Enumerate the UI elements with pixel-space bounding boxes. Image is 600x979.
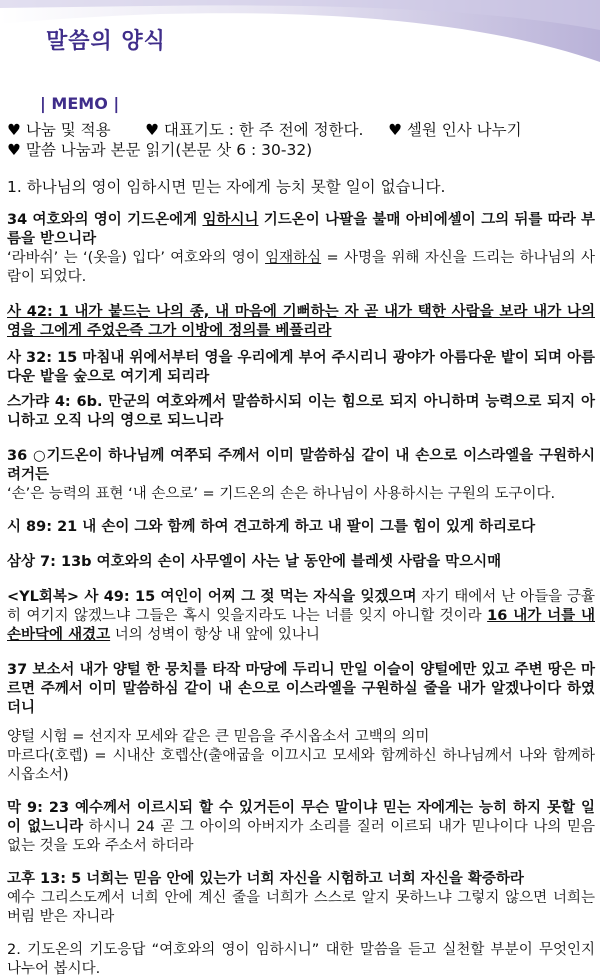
note-37-horeb: 마르다(호렙) = 시내산 호렙산(출애굽을 이끄시고 모세와 함께하신 하나님께서 나와 함께하시옵소서) bbox=[7, 748, 595, 783]
verse-37: 37 보소서 내가 양털 한 뭉치를 타작 마당에 두리니 만일 이슬이 양털에만 있고 주변 땅은 마르면 주께서 이미 말씀하심 같이 내 손으로 이스라엘을 구원하실 줄을 내가 알겠나이다 하였더니 bbox=[7, 662, 595, 716]
note-37-fleece: 양털 시험 = 선지자 모세와 같은 큰 믿음을 주시옵소서 고백의 의미 bbox=[7, 729, 430, 745]
agenda-item: 셀원 인사 나누기 bbox=[406, 121, 522, 139]
agenda-row-2 bbox=[7, 140, 595, 160]
agenda-item: 말씀 나눔과 본문 읽기(본문 삿 6 : 30-32) bbox=[25, 141, 313, 159]
verse-36: 36 ○기드온이 하나님께 여쭈되 주께서 이미 말씀하심 같이 내 손으로 이스라엘을 구원하시려거든 bbox=[7, 448, 595, 483]
verse-isaiah-49: <YL회복> 사 49: 15 여인이 어찌 그 젖 먹는 자식을 잊겠으며 자기 태에서 난 아들을 긍휼히 여기지 않겠느냐 그들은 혹시 잊을지라도 나는 너를 잊지 아니할 것이라 16 내가 너를 내 손바닥에 새겼고 너의 성벽이 항상 내 앞에 있나니 bbox=[7, 589, 595, 643]
heart-icon: ♥ bbox=[388, 121, 402, 139]
question-2: 2. 기도온의 기도응답 “여호와의 영이 임하시니” 대한 말씀을 듣고 실천할 부분이 무엇인지 나누어 봅시다. bbox=[7, 942, 595, 977]
verse-1-samuel-7: 삼상 7: 13b 여호와의 손이 사무엘이 사는 날 동안에 블레셋 사람을 막으시매 bbox=[7, 554, 502, 570]
agenda-row-1 bbox=[7, 120, 595, 140]
verse-mark-9: 막 9: 23 예수께서 이르시되 할 수 있거든이 무슨 말이냐 믿는 자에게는 능히 하지 못할 일이 없느니라 하시니 24 곧 그 아이의 아버지가 소리를 질러 이르되 내가 믿나이다 나의 믿음 없는 것을 도와 주소서 하더라 bbox=[7, 800, 595, 854]
heart-icon: ♥ bbox=[7, 141, 21, 159]
agenda-item: 대표기도 : 한 주 전에 정한다. bbox=[163, 121, 364, 139]
note-36: ‘손’은 능력의 표현 ‘내 손으로’ = 기드온의 손은 하나님이 사용하시는 구원의 도구이다. bbox=[7, 486, 556, 502]
verse-2-corinthians-13-cont: 예수 그리스도께서 너희 안에 계신 줄을 너희가 스스로 알지 못하느냐 그렇지 않으면 너희는 버림 받은 자니라 bbox=[7, 890, 595, 925]
document-body bbox=[7, 120, 595, 979]
memo-label: | MEMO | bbox=[40, 94, 120, 113]
heart-icon: ♥ bbox=[145, 121, 159, 139]
verse-isaiah-32: 사 32: 15 마침내 위에서부터 영을 우리에게 부어 주시리니 광야가 아름다운 밭이 되며 아름다운 밭을 숲으로 여기게 되리라 bbox=[7, 350, 596, 385]
page-title: 말씀의 양식 bbox=[46, 29, 166, 54]
heart-icon: ♥ bbox=[7, 121, 21, 139]
verse-2-corinthians-13: 고후 13: 5 너희는 믿음 안에 있는가 너희 자신을 시험하고 너희 자신을 확증하라 bbox=[7, 871, 524, 887]
verse-isaiah-42: 사 42: 1 내가 붙드는 나의 종, 내 마음에 기뻐하는 자 곧 내가 택한 사람을 보라 내가 나의 영을 그에게 주었은즉 그가 이방에 정의를 베풀리라 bbox=[7, 304, 595, 339]
question-1: 1. 하나님의 영이 임하시면 믿는 자에게 능치 못할 일이 없습니다. bbox=[7, 178, 446, 196]
verse-zechariah-4: 스가랴 4: 6b. 만군의 여호와께서 말씀하시되 이는 힘으로 되지 아니하며 능력으로 되지 아니하고 오직 나의 영으로 되느니라 bbox=[7, 394, 595, 429]
agenda-item: 나눔 및 적용 bbox=[25, 121, 111, 139]
verse-psalm-89: 시 89: 21 내 손이 그와 함께 하여 견고하게 하고 내 팔이 그를 힘이 있게 하리로다 bbox=[7, 519, 536, 535]
note-34: ‘라바쉬’ 는 ‘(옷을) 입다’ 여호와의 영이 임재하심 = 사명을 위해 자신을 드리는 하나님의 사람이 되었다. bbox=[7, 250, 595, 285]
verse-34: 34 여호와의 영이 기드온에게 임하시니 기드온이 나팔을 불매 아비에셀이 그의 뒤를 따라 부름을 받으니라 bbox=[7, 212, 596, 247]
